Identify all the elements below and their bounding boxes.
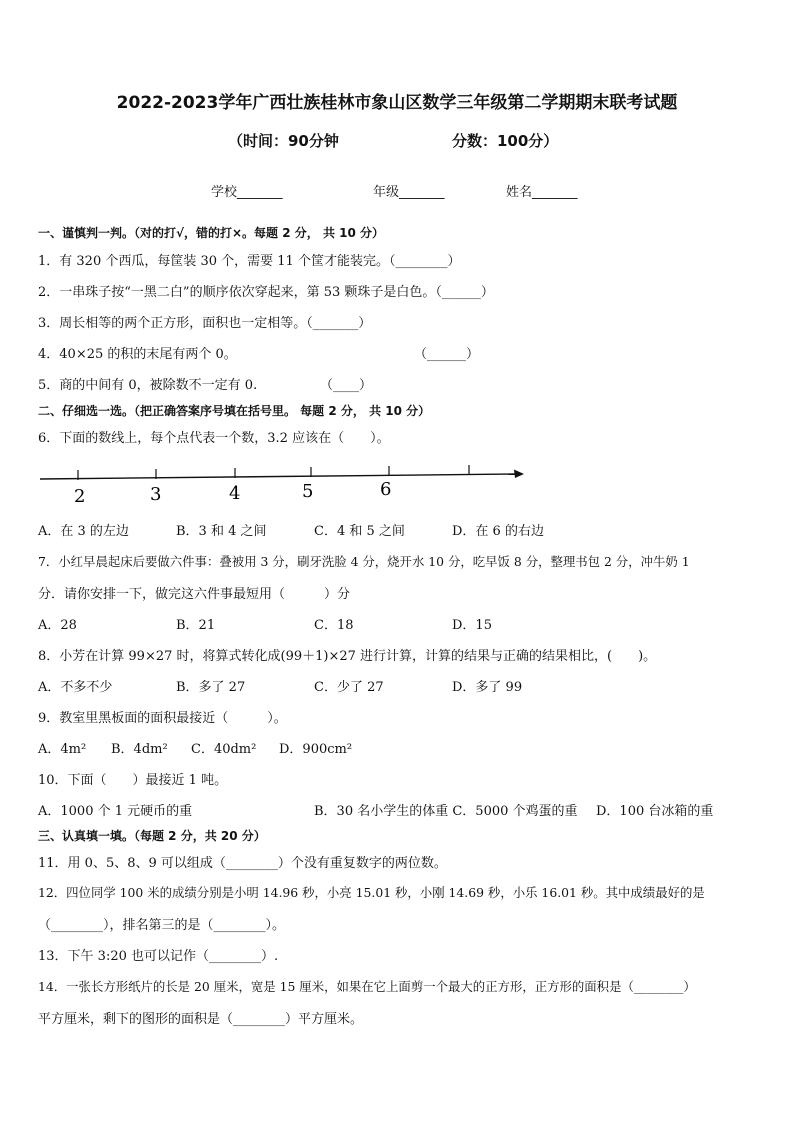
q6-option-c: C．4 和 5 之间 bbox=[314, 524, 405, 539]
q6-option-b: B．3 和 4 之间 bbox=[176, 524, 267, 539]
question-5: 5．商的中间有 0，被除数不一定有 0. bbox=[38, 378, 258, 393]
question-14-line-1: 14．一张长方形纸片的长是 20 厘米，宽是 15 厘米，如果在它上面剪一个最大的正方形，正方形的面积是（________） bbox=[38, 979, 696, 994]
question-1: 1．有 320 个西瓜，每筐装 30 个，需要 11 个筐才能装完。（________） bbox=[38, 254, 461, 269]
section-1-heading: 一、谨慎判一判。（对的打√，错的打×。每题 2 分， 共 10 分） bbox=[38, 226, 384, 240]
question-4: 4．40×25 的积的末尾有两个 0。 bbox=[38, 347, 237, 362]
question-3: 3．周长相等的两个正方形，面积也一定相等。（_______） bbox=[38, 316, 372, 331]
question-2: 2．一串珠子按“一黑二白”的顺序依次穿起来，第 53 颗珠子是白色。（______） bbox=[38, 285, 494, 300]
question-12-line-1: 12．四位同学 100 米的成绩分别是小明 14.96 秒，小亮 15.01 秒，小刚 14.69 秒，小乐 16.01 秒。其中成绩最好的是 bbox=[38, 885, 705, 900]
tick-label-2: 2 bbox=[74, 486, 86, 507]
tick-label-5: 5 bbox=[302, 481, 314, 502]
question-8: 8．小芳在计算 99×27 时，将算式转化成(99＋1)×27 进行计算，计算的结果与正确的结果相比，( )。 bbox=[38, 649, 657, 664]
number-line-arrow bbox=[514, 470, 524, 479]
q10-option-a: A．1000 个 1 元硬币的重 bbox=[38, 804, 193, 819]
question-7-line-1: 7．小红早晨起床后要做六件事：叠被用 3 分，刷牙洗脸 4 分，烧开水 10 分，吃早饭 8 分，整理书包 2 分，冲牛奶 1 bbox=[38, 554, 690, 569]
q6-option-d: D．在 6 的右边 bbox=[452, 524, 544, 539]
q6-option-a: A．在 3 的左边 bbox=[38, 524, 129, 539]
school-field: 学校_______ bbox=[211, 185, 283, 200]
q9-option-a: A．4m² bbox=[38, 742, 87, 757]
grade-field: 年级_______ bbox=[373, 185, 445, 200]
question-4-blank: （______） bbox=[414, 347, 480, 362]
q10-option-bc: B．30 名小学生的体重 C．5000 个鸡蛋的重 bbox=[314, 804, 578, 819]
question-14-line-2: 平方厘米，剩下的图形的面积是（________）平方厘米。 bbox=[38, 1012, 364, 1027]
number-line bbox=[38, 458, 538, 508]
q8-option-a: A．不多不少 bbox=[38, 680, 113, 695]
q8-option-b: B．多了 27 bbox=[176, 680, 246, 695]
q7-option-b: B．21 bbox=[176, 618, 216, 633]
name-field: 姓名_______ bbox=[506, 185, 578, 200]
question-6: 6．下面的数线上，每个点代表一个数，3.2 应该在（ ）。 bbox=[38, 431, 390, 446]
tick-label-6: 6 bbox=[380, 479, 392, 500]
tick-label-3: 3 bbox=[150, 484, 162, 505]
section-2-heading: 二、仔细选一选。（把正确答案序号填在括号里。 每题 2 分， 共 10 分） bbox=[38, 404, 431, 418]
time-label: （时间：90分钟 bbox=[228, 132, 339, 150]
q8-option-c: C．少了 27 bbox=[314, 680, 384, 695]
q7-option-c: C．18 bbox=[314, 618, 354, 633]
q9-option-b: B．4dm² bbox=[111, 742, 168, 757]
q7-option-a: A．28 bbox=[38, 618, 77, 633]
question-9: 9．教室里黑板面的面积最接近（ ）。 bbox=[38, 711, 287, 726]
question-12-line-2: （________），排名第三的是（________）。 bbox=[38, 918, 286, 933]
tick-label-4: 4 bbox=[229, 483, 241, 504]
question-11: 11．用 0、5、8、9 可以组成（________）个没有重复数字的两位数。 bbox=[38, 856, 447, 871]
q9-option-c: C．40dm² bbox=[191, 742, 257, 757]
q7-option-d: D．15 bbox=[452, 618, 492, 633]
question-5-blank: （____） bbox=[320, 378, 373, 393]
number-line-axis bbox=[40, 474, 516, 479]
q8-option-d: D．多了 99 bbox=[452, 680, 523, 695]
question-13: 13．下午 3:20 也可以记作（________）. bbox=[38, 949, 279, 964]
question-7-line-2: 分．请你安排一下，做完这六件事最短用（ ）分 bbox=[38, 587, 351, 602]
section-3-heading: 三、认真填一填。（每题 2 分，共 20 分） bbox=[38, 829, 266, 843]
score-label: 分数：100分） bbox=[452, 132, 559, 150]
question-10: 10．下面（ ）最接近 1 吨。 bbox=[38, 773, 228, 788]
q10-option-d: D．100 台冰箱的重 bbox=[596, 804, 714, 819]
exam-title: 2022-2023学年广西壮族桂林市象山区数学三年级第二学期期末联考试题 bbox=[116, 93, 678, 113]
q9-option-d: D．900cm² bbox=[279, 742, 353, 757]
